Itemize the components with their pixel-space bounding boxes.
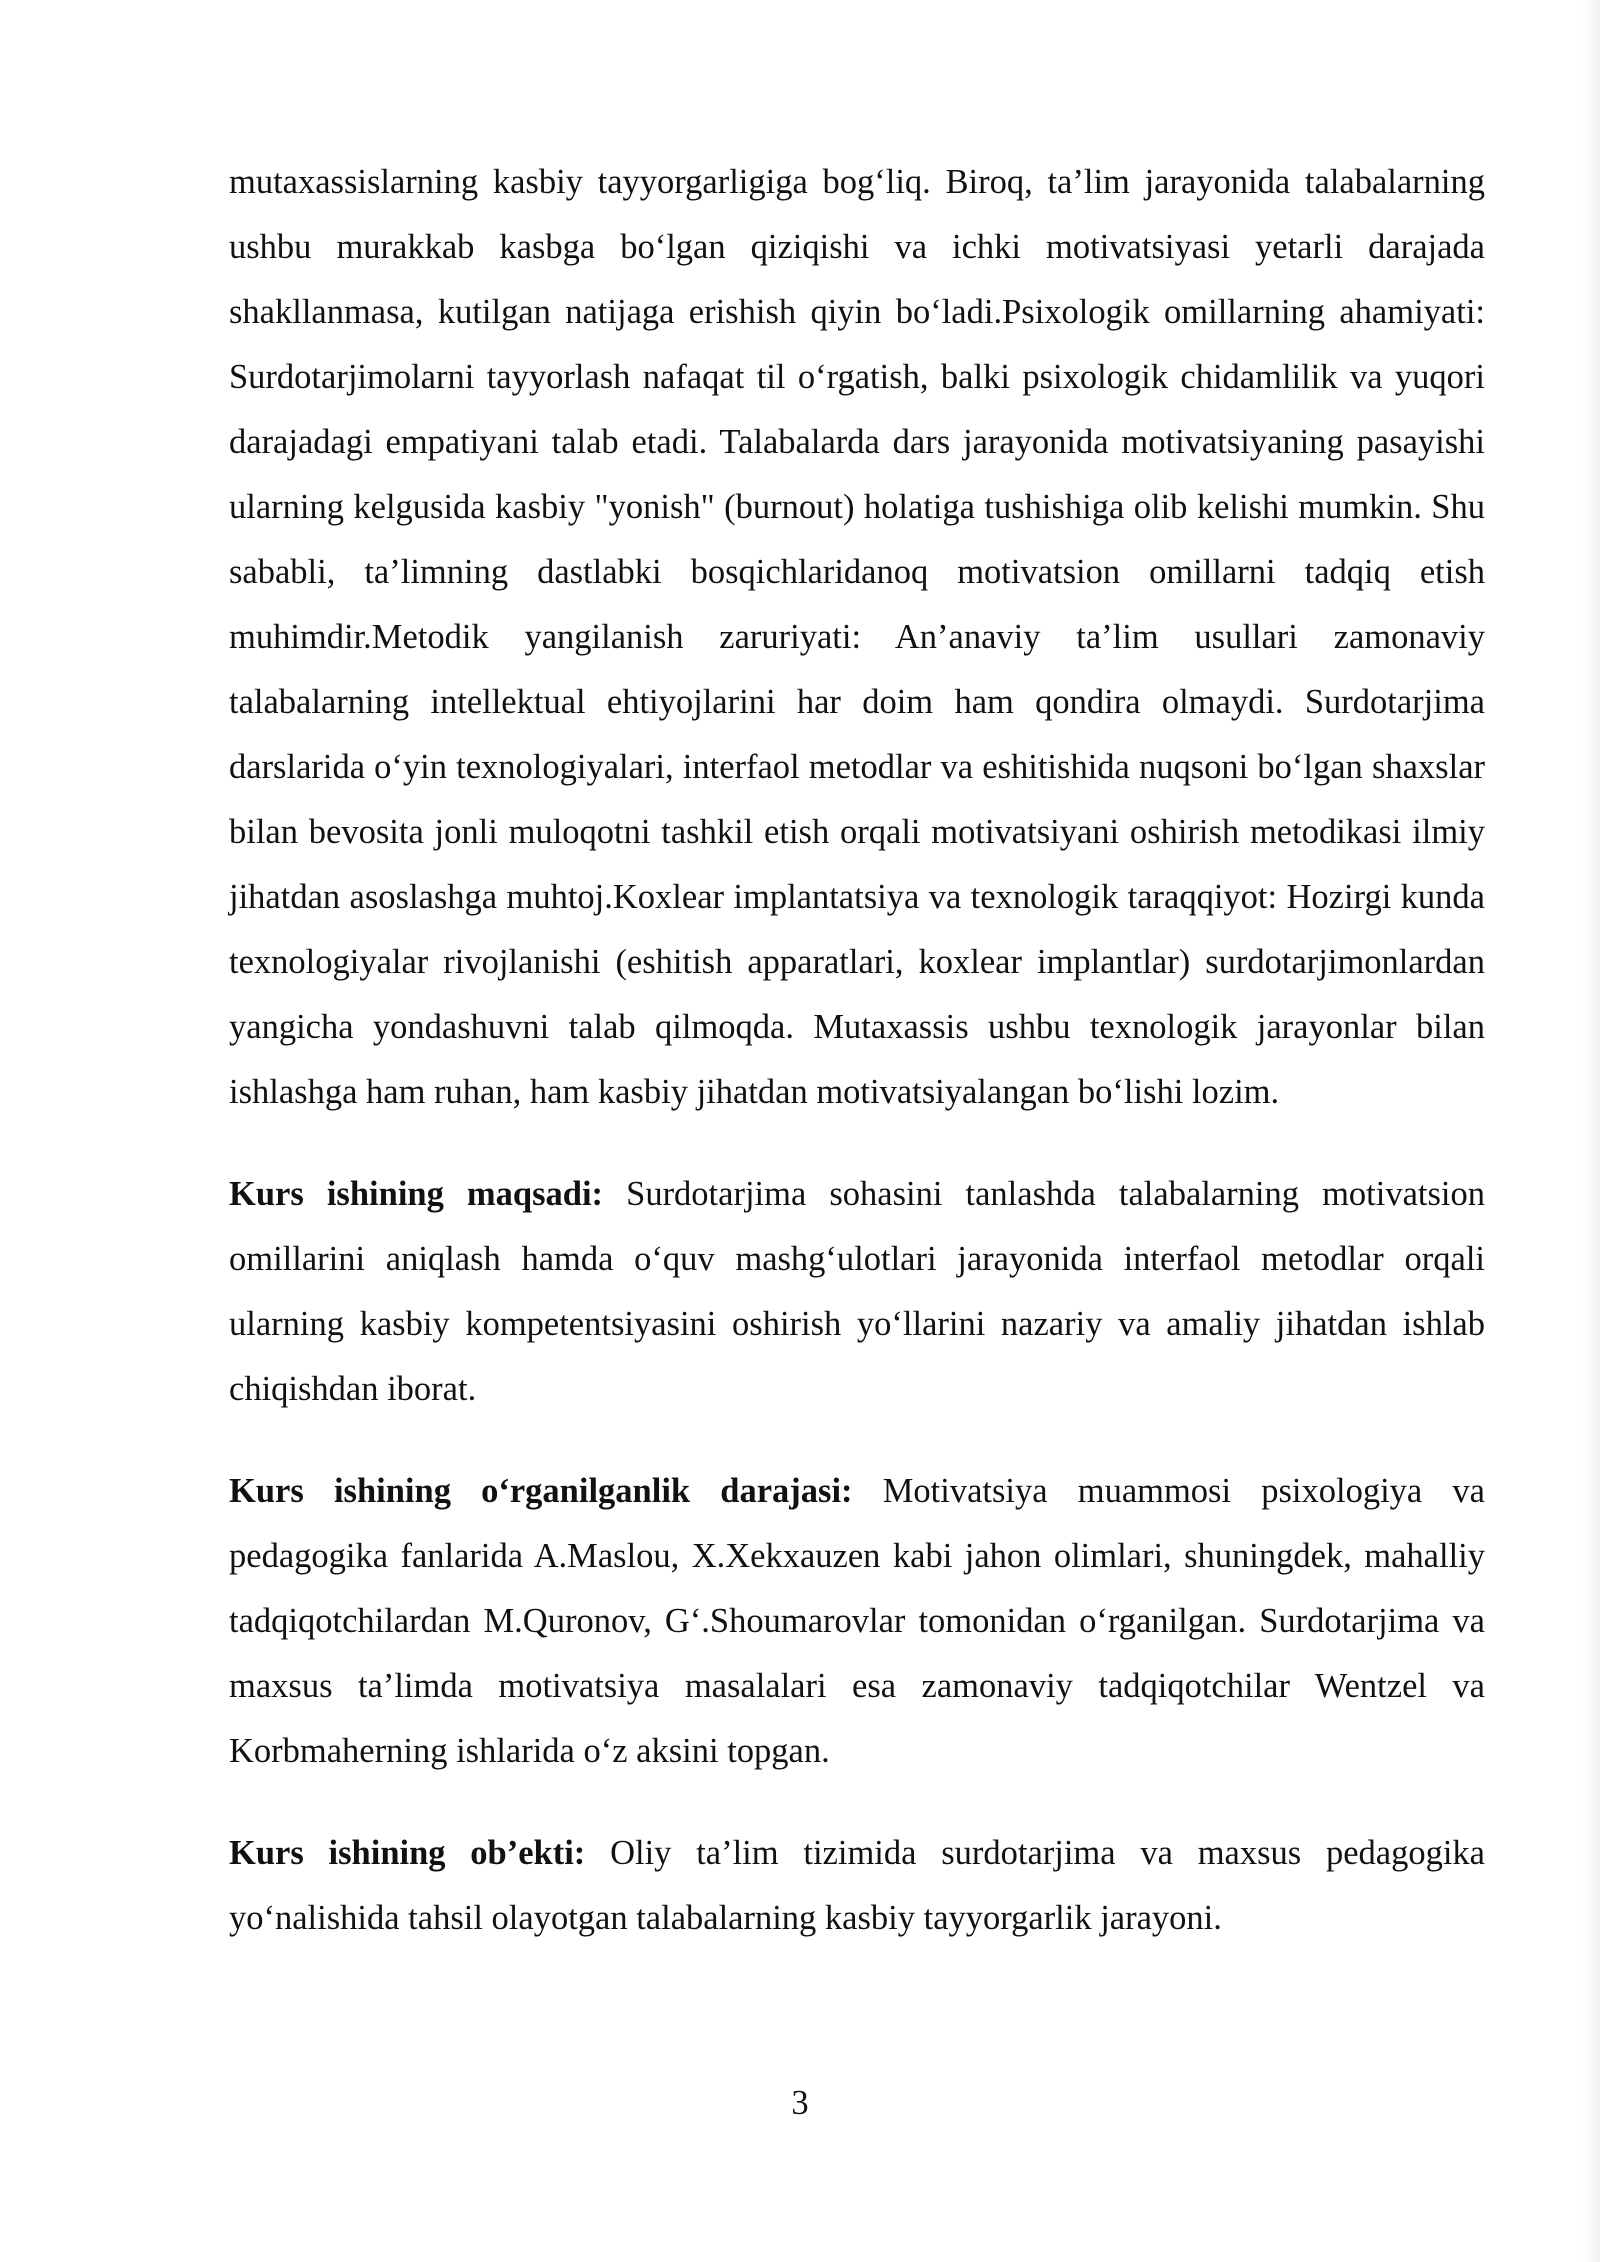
goal-paragraph xyxy=(229,1162,1485,1422)
goal-text: Surdotarjima sohasini tanlashda talabalarning motivatsion omillarini aniqlash hamda o‘quv mashg‘ulotlari jarayonida interfaol metodlar orqali ularning kasbiy kompetentsiyasini oshirish yo‘llarini nazariy va amaliy jihatdan ishlab chiqishdan iborat. xyxy=(229,1175,1485,1408)
object-text: Oliy ta’lim tizimida surdotarjima va maxsus pedagogika yo‘nalishida tahsil olayotgan talabalarning kasbiy tayyorgarlik jarayoni. xyxy=(229,1834,1485,1937)
intro-paragraph xyxy=(229,150,1485,1125)
research-level-paragraph xyxy=(229,1459,1485,1784)
intro-paragraph-text: mutaxassislarning kasbiy tayyorgarligiga bog‘liq. Biroq, ta’lim jarayonida talabalarning ushbu murakkab kasbga bo‘lgan qiziqishi va ichki motivatsiyasi yetarli darajada shakllanmasa, kutilgan natijaga erishish qiyin bo‘ladi.Psixologik omillarning ahamiyati: Surdotarjimolarni tayyorlash nafaqat til o‘rgatish, balki psixologik chidamlilik va yuqori darajadagi empatiyani talab etadi. Talabalarda dars jarayonida motivatsiyaning pasayishi ularning kelgusida kasbiy "yonish" (burnout) holatiga tushishiga olib kelishi mumkin. Shu sababli, ta’limning dastlabki bosqichlaridanoq motivatsion omillarni tadqiq etish muhimdir.Metodik yangilanish zaruriyati: An’anaviy ta’lim usullari zamonaviy talabalarning intellektual ehtiyojlarini har doim ham qondira olmaydi. Surdotarjima darslarida o‘yin texnologiyalari, interfaol metodlar va eshitishida nuqsoni bo‘lgan shaxslar bilan bevosita jonli muloqotni tashkil etish orqali motivatsiyani oshirish metodikasi ilmiy jihatdan asoslashga muhtoj.Koxlear implantatsiya va texnologik taraqqiyot: Hozirgi kunda texnologiyalar rivojlanishi (eshitish apparatlari, koxlear implantlar) surdotarjimonlardan yangicha yondashuvni talab qilmoqda. Mutaxassis ushbu texnologik jarayonlar bilan ishlashga ham ruhan, ham kasbiy jihatdan motivatsiyalangan bo‘lishi lozim. xyxy=(229,163,1485,1111)
object-heading: Kurs ishining ob’ekti: xyxy=(229,1834,586,1872)
goal-heading: Kurs ishining maqsadi: xyxy=(229,1175,604,1213)
object-paragraph xyxy=(229,1821,1485,1951)
document-page xyxy=(229,150,1485,2200)
page-number: 3 xyxy=(791,2084,809,2122)
page-edge-shadow xyxy=(1582,0,1600,2262)
research-level-text: Motivatsiya muammosi psixologiya va pedagogika fanlarida A.Maslou, X.Xekxauzen kabi jahon olimlari, shuningdek, mahalliy tadqiqotchilardan M.Quronov, G‘.Shoumarovlar tomonidan o‘rganilgan. Surdotarjima va maxsus ta’limda motivatsiya masalalari esa zamonaviy tadqiqotchilar Wentzel va Korbmaherning ishlarida o‘z aksini topgan. xyxy=(229,1472,1485,1770)
research-level-heading: Kurs ishining o‘rganilganlik darajasi: xyxy=(229,1472,853,1510)
